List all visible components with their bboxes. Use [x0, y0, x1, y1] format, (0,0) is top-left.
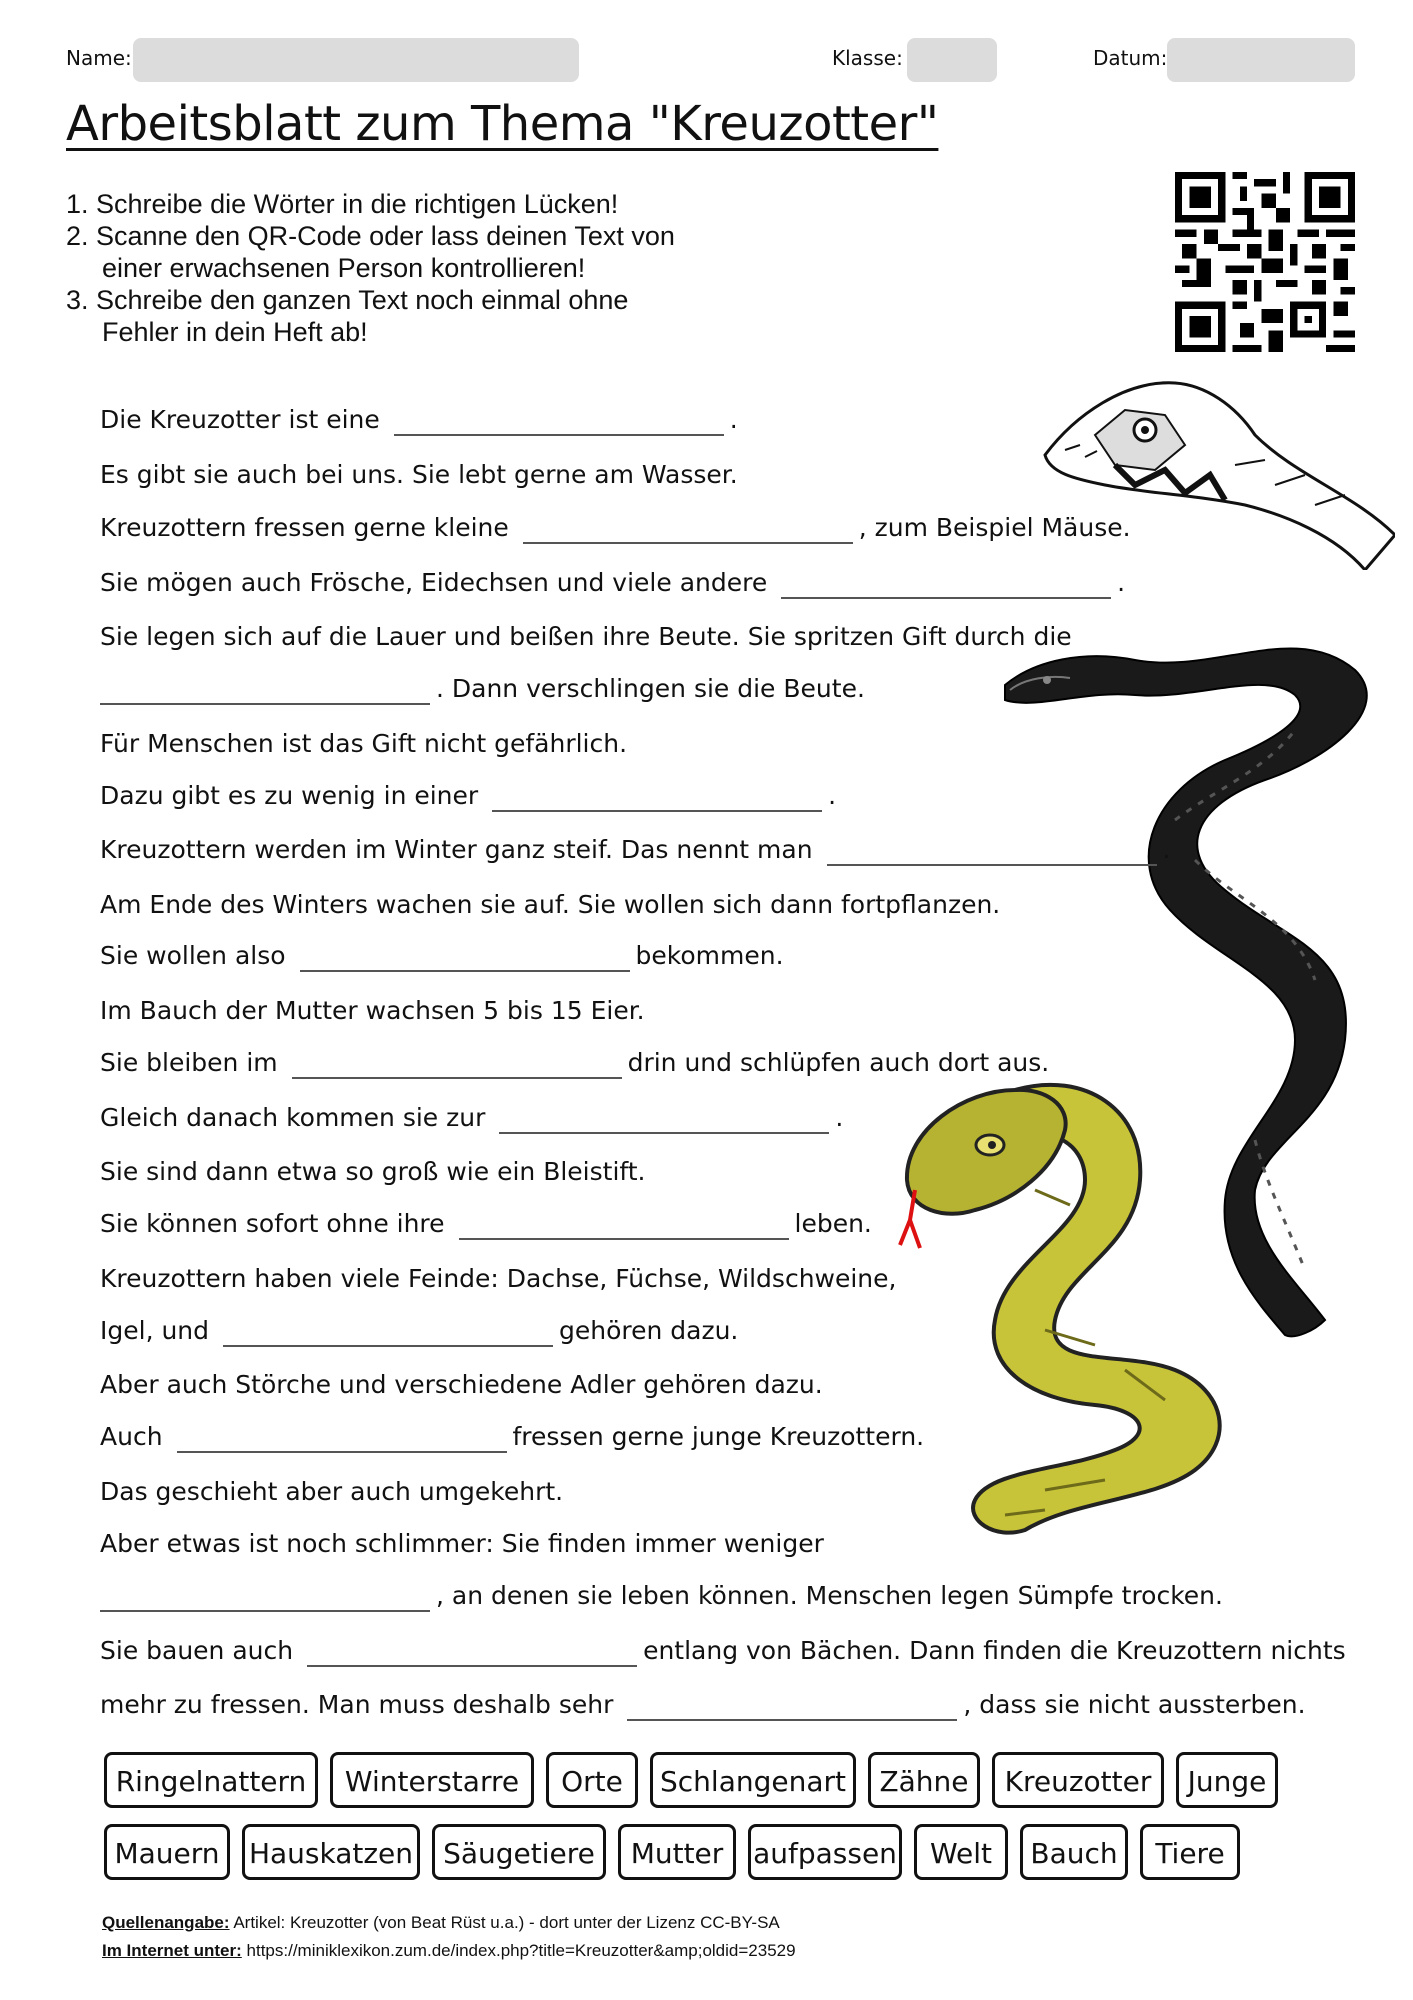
text-segment: Sie mögen auch Frösche, Eidechsen und viele andere — [100, 568, 768, 597]
text-line — [100, 510, 1131, 546]
date-label: Datum: — [1093, 46, 1168, 70]
text-line — [100, 938, 784, 974]
text-segment: mehr zu fressen. Man muss deshalb sehr — [100, 1690, 614, 1719]
answer-blank[interactable] — [100, 673, 430, 705]
answer-blank[interactable] — [781, 567, 1111, 599]
text-segment: Sie bauen auch — [100, 1636, 294, 1665]
text-segment: fressen gerne junge Kreuzottern. — [512, 1422, 925, 1451]
text-segment: Dazu gibt es zu wenig in einer — [100, 781, 479, 810]
source-text: Artikel: Kreuzotter (von Beat Rüst u.a.) - dort unter der Lizenz CC-BY-SA — [229, 1913, 780, 1932]
word-card[interactable]: Zähne — [868, 1752, 980, 1808]
word-card[interactable]: Schlangenart — [650, 1752, 856, 1808]
text-line: Für Menschen ist das Gift nicht gefährlich. — [100, 729, 628, 758]
text-segment: drin und schlüpfen auch dort aus. — [627, 1048, 1050, 1077]
text-segment: Auch — [100, 1422, 163, 1451]
instruction-item: 3. Schreibe den ganzen Text noch einmal ohne Fehler in dein Heft ab! — [66, 285, 629, 347]
text-line — [100, 1633, 1346, 1669]
green-snake-drawing — [895, 1070, 1235, 1540]
text-segment: . — [1117, 568, 1126, 597]
internet-label: Im Internet unter: — [102, 1941, 242, 1960]
text-segment: . Dann verschlingen sie die Beute. — [436, 674, 865, 703]
text-line — [100, 1045, 1049, 1081]
answer-blank[interactable] — [459, 1208, 789, 1240]
class-label: Klasse: — [832, 46, 903, 70]
text-line: Am Ende des Winters wachen sie auf. Sie wollen sich dann fortpflanzen. — [100, 890, 1001, 919]
text-line: Aber auch Störche und verschiedene Adler gehören dazu. — [100, 1370, 823, 1399]
text-line — [100, 832, 1170, 868]
answer-blank[interactable] — [523, 512, 853, 544]
answer-blank[interactable] — [627, 1689, 957, 1721]
text-segment: Gleich danach kommen sie zur — [100, 1103, 486, 1132]
page-title: Arbeitsblatt zum Thema "Kreuzotter" — [66, 96, 939, 152]
text-segment: Kreuzottern werden im Winter ganz steif. Das nennt man — [100, 835, 813, 864]
text-segment: bekommen. — [635, 941, 784, 970]
text-segment: Die Kreuzotter ist eine — [100, 405, 380, 434]
text-segment: Igel, und — [100, 1316, 210, 1345]
answer-blank[interactable] — [100, 1580, 430, 1612]
word-card[interactable]: Orte — [546, 1752, 638, 1808]
qr-code-icon[interactable] — [1175, 172, 1355, 352]
text-line — [100, 565, 1125, 601]
word-card[interactable]: Hauskatzen — [242, 1824, 420, 1880]
text-line: Aber etwas ist noch schlimmer: Sie finden immer weniger — [100, 1529, 824, 1558]
text-segment: , an denen sie leben können. Menschen legen Sümpfe trocken. — [436, 1581, 1223, 1610]
answer-blank[interactable] — [307, 1635, 637, 1667]
word-card[interactable]: Welt — [914, 1824, 1008, 1880]
answer-blank[interactable] — [223, 1315, 553, 1347]
text-segment: . — [828, 781, 837, 810]
text-segment: , zum Beispiel Mäuse. — [858, 513, 1131, 542]
text-line — [100, 1687, 1306, 1723]
answer-blank[interactable] — [300, 940, 630, 972]
text-segment: Sie wollen also — [100, 941, 286, 970]
text-segment: . — [835, 1103, 844, 1132]
text-segment: . — [729, 405, 738, 434]
word-card[interactable]: aufpassen — [748, 1824, 902, 1880]
text-line: Sie legen sich auf die Lauer und beißen ihre Beute. Sie spritzen Gift durch die — [100, 622, 1072, 651]
text-line — [100, 1578, 1223, 1614]
instruction-list — [66, 188, 712, 348]
word-card[interactable]: Tiere — [1140, 1824, 1240, 1880]
word-card[interactable]: Kreuzotter — [992, 1752, 1164, 1808]
source-url[interactable]: https://miniklexikon.zum.de/index.php?title=Kreuzotter&amp;oldid=23529 — [241, 1941, 796, 1960]
text-segment: leben. — [794, 1209, 872, 1238]
word-card[interactable]: Mutter — [618, 1824, 736, 1880]
text-line — [100, 778, 836, 814]
answer-blank[interactable] — [499, 1102, 829, 1134]
text-line: Es gibt sie auch bei uns. Sie lebt gerne am Wasser. — [100, 460, 738, 489]
text-segment: , dass sie nicht aussterben. — [963, 1690, 1306, 1719]
word-card[interactable]: Säugetiere — [432, 1824, 606, 1880]
source-label: Quellenangabe: — [102, 1913, 230, 1932]
source-line — [102, 1913, 780, 1933]
text-line — [100, 1313, 738, 1349]
text-segment: . — [1162, 835, 1171, 864]
text-line: Das geschieht aber auch umgekehrt. — [100, 1477, 564, 1506]
text-line: Sie sind dann etwa so groß wie ein Bleistift. — [100, 1157, 646, 1186]
instruction-item: 1. Schreibe die Wörter in die richtigen Lücken! — [66, 189, 619, 219]
answer-blank[interactable] — [492, 780, 822, 812]
word-card[interactable]: Winterstarre — [330, 1752, 534, 1808]
date-field[interactable] — [1167, 38, 1355, 82]
text-line — [100, 671, 865, 707]
text-segment: Sie können sofort ohne ihre — [100, 1209, 445, 1238]
text-segment: entlang von Bächen. Dann finden die Kreuzottern nichts — [643, 1636, 1346, 1665]
text-segment: Kreuzottern fressen gerne kleine — [100, 513, 509, 542]
answer-blank[interactable] — [292, 1047, 622, 1079]
name-label: Name: — [66, 46, 132, 70]
text-line — [100, 1419, 924, 1455]
text-line: Im Bauch der Mutter wachsen 5 bis 15 Eier. — [100, 996, 645, 1025]
class-field[interactable] — [907, 38, 997, 82]
text-line — [100, 1100, 843, 1136]
answer-blank[interactable] — [827, 834, 1157, 866]
internet-line — [102, 1941, 796, 1961]
answer-blank[interactable] — [394, 404, 724, 436]
word-card[interactable]: Junge — [1176, 1752, 1278, 1808]
name-field[interactable] — [133, 38, 579, 82]
text-segment: gehören dazu. — [558, 1316, 739, 1345]
answer-blank[interactable] — [177, 1421, 507, 1453]
text-line: Kreuzottern haben viele Feinde: Dachse, Füchse, Wildschweine, — [100, 1264, 897, 1293]
word-card[interactable]: Bauch — [1020, 1824, 1128, 1880]
instruction-item: 2. Scanne den QR-Code oder lass deinen Text von einer erwachsenen Person kontrollieren! — [66, 221, 675, 283]
text-segment: Sie bleiben im — [100, 1048, 278, 1077]
text-line — [100, 402, 738, 438]
text-line — [100, 1206, 872, 1242]
word-card[interactable]: Ringelnattern — [104, 1752, 318, 1808]
word-card[interactable]: Mauern — [104, 1824, 230, 1880]
